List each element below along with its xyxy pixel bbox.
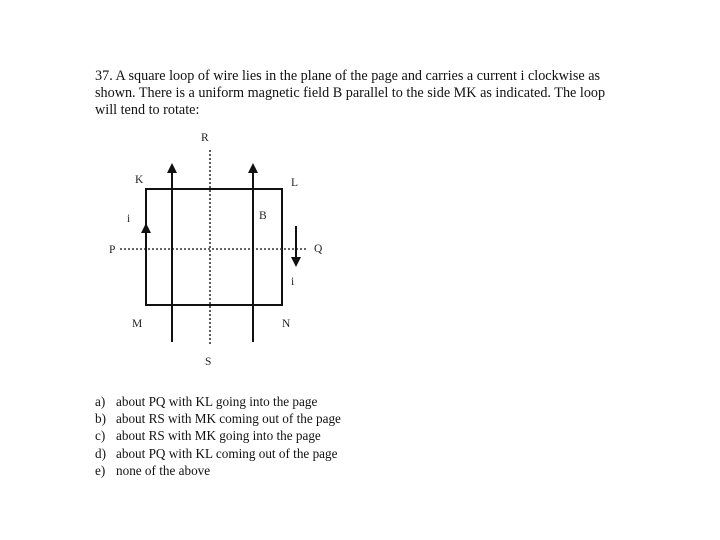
label-q: Q — [314, 243, 323, 255]
answer-options — [95, 393, 341, 479]
label-s: S — [205, 356, 212, 368]
option-text: none of the above — [116, 462, 211, 478]
option-letter: c) — [95, 428, 106, 444]
label-b: B — [259, 210, 267, 222]
option-a[interactable] — [95, 393, 341, 410]
option-letter: a) — [95, 394, 106, 409]
option-text: about PQ with KL going into the page — [116, 394, 318, 409]
label-i-left: i — [127, 213, 131, 225]
question-line: 37. A square loop of wire lies in the plane of the page and carries a current i clockwise as — [95, 68, 601, 84]
option-letter: d) — [95, 445, 106, 461]
option-text: about RS with MK coming out of the page — [116, 411, 341, 427]
option-letter: e) — [95, 462, 106, 478]
label-l: L — [291, 177, 299, 189]
label-n: N — [282, 318, 291, 330]
option-b[interactable] — [95, 410, 341, 427]
option-text: about PQ with KL coming out of the page — [116, 445, 338, 461]
label-p: P — [109, 244, 116, 256]
label-m: M — [132, 318, 143, 330]
option-letter: b) — [95, 411, 106, 427]
option-d[interactable] — [95, 445, 341, 462]
option-e[interactable] — [95, 462, 341, 479]
label-i-right: i — [291, 276, 295, 288]
wire-loop — [146, 189, 282, 305]
option-c[interactable] — [95, 427, 341, 444]
option-text: about RS with MK going into the page — [116, 428, 321, 444]
question-line: will tend to rotate: — [95, 102, 200, 118]
label-k: K — [135, 174, 144, 186]
question-line: shown. There is a uniform magnetic field B parallel to the side MK as indicated. The loop — [95, 85, 606, 101]
label-r: R — [201, 132, 209, 144]
